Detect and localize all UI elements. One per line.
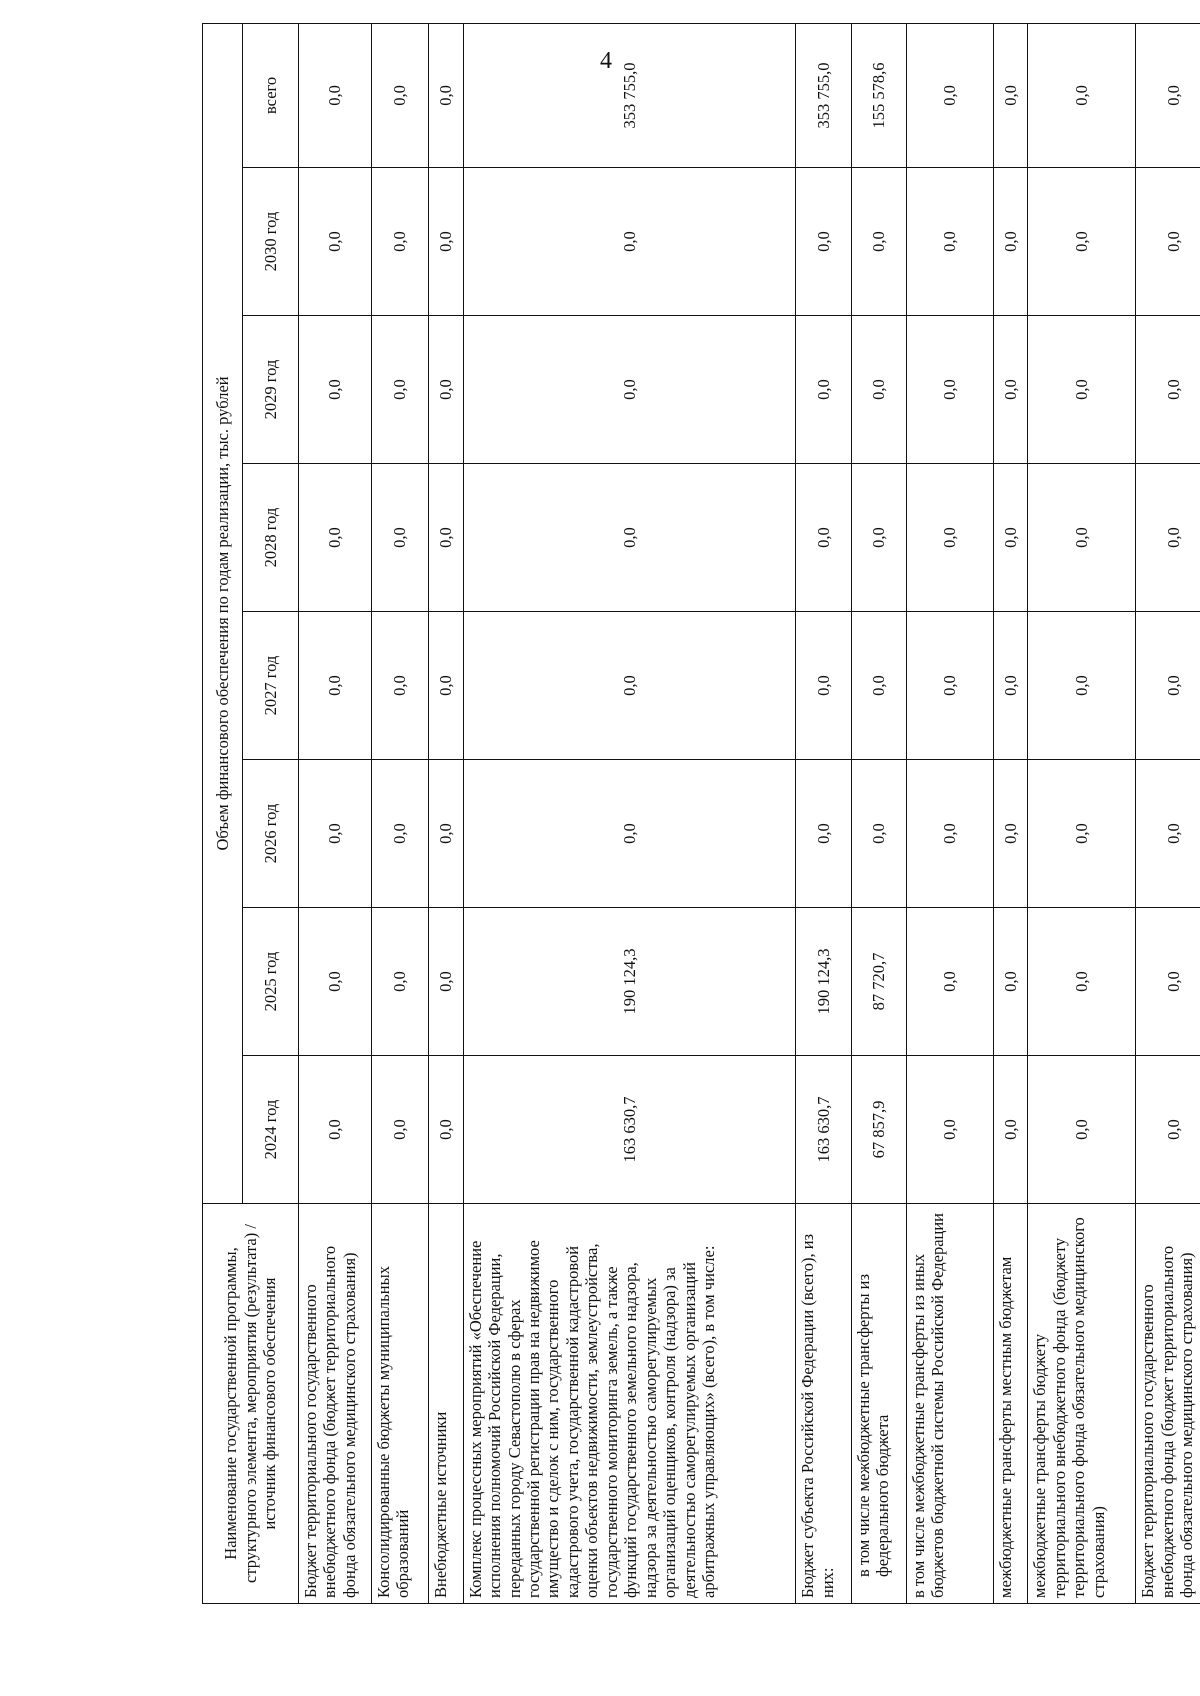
- cell-value: 67 857,9: [851, 1056, 906, 1204]
- cell-value: 0,0: [429, 1056, 463, 1204]
- cell-value: 0,0: [906, 1056, 993, 1204]
- cell-value: 0,0: [1028, 464, 1136, 612]
- cell-value: 0,0: [1028, 612, 1136, 760]
- name-column-header: Наименование государственной программы, структурного элемента, мероприятия (результата) / источник финансового обеспечения: [203, 1204, 299, 1604]
- cell-value: 0,0: [463, 760, 796, 908]
- row-label: Комплекс процессных мероприятий «Обеспечение исполнения полномочий Российской Федерации, переданных городу Севастополю в сферах государственной регистрации прав на недвижимое имущество и сделок с ним, государственного кадастрового учета, государственной кадастровой оценки объектов недвижимости, землеустройства, государственного мониторинга земель, а также функций государственного земельного надзора, надзора за деятельностью саморегулируемых организаций оценщиков, контроля (надзора) за деятельностью саморегулируемых организаций арбитражных управляющих» (всего), в том числе:: [463, 1204, 796, 1604]
- year-header-2029: 2029 год: [243, 316, 299, 464]
- cell-value: 163 630,7: [463, 1056, 796, 1204]
- cell-value: 0,0: [1136, 760, 1200, 908]
- cell-value: 0,0: [1136, 1056, 1200, 1204]
- cell-value: 0,0: [1136, 23, 1200, 167]
- financing-table: [202, 23, 1200, 1604]
- table-row: [429, 23, 463, 1603]
- cell-value: 0,0: [429, 612, 463, 760]
- cell-value: 0,0: [1028, 316, 1136, 464]
- row-label: Консолидированные бюджеты муниципальных образований: [371, 1204, 428, 1604]
- cell-value: 0,0: [906, 760, 993, 908]
- cell-value: 0,0: [1136, 908, 1200, 1056]
- cell-value: 0,0: [1136, 612, 1200, 760]
- cell-value: 0,0: [429, 908, 463, 1056]
- table-row: [851, 23, 906, 1603]
- volume-header: Объем финансового обеспечения по годам реализации, тыс. рублей: [203, 23, 243, 1203]
- cell-value: 0,0: [371, 464, 428, 612]
- row-label: Бюджет территориального государственного внебюджетного фонда (бюджет территориального фонда обязательного медицинского страхования): [299, 1204, 372, 1604]
- cell-value: 163 630,7: [796, 1056, 851, 1204]
- table-row: [1028, 23, 1136, 1603]
- cell-value: 0,0: [796, 316, 851, 464]
- cell-value: 0,0: [906, 464, 993, 612]
- cell-value: 0,0: [851, 464, 906, 612]
- cell-value: 0,0: [429, 316, 463, 464]
- cell-value: 0,0: [906, 316, 993, 464]
- cell-value: 353 755,0: [463, 23, 796, 167]
- cell-value: 190 124,3: [796, 908, 851, 1056]
- cell-value: 0,0: [299, 316, 372, 464]
- cell-value: 0,0: [796, 612, 851, 760]
- cell-value: 0,0: [851, 168, 906, 316]
- cell-value: 87 720,7: [851, 908, 906, 1056]
- table-row: [1136, 23, 1200, 1603]
- cell-value: 0,0: [993, 316, 1027, 464]
- year-header-2028: 2028 год: [243, 464, 299, 612]
- cell-value: 0,0: [851, 316, 906, 464]
- year-header-2026: 2026 год: [243, 760, 299, 908]
- cell-value: 0,0: [371, 23, 428, 167]
- year-header-2024: 2024 год: [243, 1056, 299, 1204]
- row-label: Бюджет территориального государственного внебюджетного фонда (бюджет территориального фонда обязательного медицинского страхования): [1136, 1204, 1200, 1604]
- cell-value: 0,0: [463, 168, 796, 316]
- cell-value: 0,0: [371, 760, 428, 908]
- cell-value: 0,0: [796, 168, 851, 316]
- cell-value: 0,0: [463, 464, 796, 612]
- year-header-2025: 2025 год: [243, 908, 299, 1056]
- cell-value: 0,0: [993, 760, 1027, 908]
- cell-value: 0,0: [993, 908, 1027, 1056]
- cell-value: 0,0: [1136, 168, 1200, 316]
- cell-value: 155 578,6: [851, 23, 906, 167]
- row-label: межбюджетные трансферты местным бюджетам: [993, 1204, 1027, 1604]
- cell-value: 0,0: [796, 464, 851, 612]
- table-row: [796, 23, 851, 1603]
- cell-value: 0,0: [371, 908, 428, 1056]
- cell-value: 0,0: [993, 1056, 1027, 1204]
- year-header-2030: 2030 год: [243, 168, 299, 316]
- table-row: [463, 23, 796, 1603]
- row-label: в том числе межбюджетные трансферты из федерального бюджета: [851, 1204, 906, 1604]
- cell-value: 0,0: [993, 612, 1027, 760]
- cell-value: 0,0: [429, 23, 463, 167]
- cell-value: 190 124,3: [463, 908, 796, 1056]
- table-row: [993, 23, 1027, 1603]
- cell-value: 0,0: [371, 612, 428, 760]
- cell-value: 0,0: [1136, 464, 1200, 612]
- row-label: в том числе межбюджетные трансферты из иных бюджетов бюджетной системы Российской Федерации: [906, 1204, 993, 1604]
- cell-value: 0,0: [993, 168, 1027, 316]
- cell-value: 0,0: [371, 316, 428, 464]
- cell-value: 0,0: [993, 464, 1027, 612]
- cell-value: 0,0: [299, 464, 372, 612]
- cell-value: 0,0: [1028, 168, 1136, 316]
- cell-value: 0,0: [371, 168, 428, 316]
- cell-value: 0,0: [906, 23, 993, 167]
- cell-value: 0,0: [1028, 23, 1136, 167]
- row-label: Внебюджетные источники: [429, 1204, 463, 1604]
- table-row: [299, 23, 372, 1603]
- cell-value: 0,0: [463, 316, 796, 464]
- row-label: межбюджетные трансферты бюджету территориального внебюджетного фонда (бюджету территориального фонда обязательного медицинского страхования): [1028, 1204, 1136, 1604]
- cell-value: 0,0: [851, 760, 906, 908]
- cell-value: 0,0: [906, 612, 993, 760]
- page-number: 4: [600, 48, 612, 74]
- cell-value: 0,0: [906, 908, 993, 1056]
- cell-value: 0,0: [429, 760, 463, 908]
- cell-value: 0,0: [463, 612, 796, 760]
- cell-value: 0,0: [1028, 760, 1136, 908]
- cell-value: 0,0: [851, 612, 906, 760]
- rotated-table-container: [202, 62, 1200, 1604]
- cell-value: 0,0: [429, 168, 463, 316]
- cell-value: 0,0: [429, 464, 463, 612]
- table-row: [906, 23, 993, 1603]
- cell-value: 0,0: [1028, 1056, 1136, 1204]
- cell-value: 0,0: [1028, 908, 1136, 1056]
- cell-value: 0,0: [993, 23, 1027, 167]
- cell-value: 0,0: [796, 760, 851, 908]
- cell-value: 0,0: [299, 760, 372, 908]
- total-header: всего: [243, 23, 299, 167]
- cell-value: 0,0: [906, 168, 993, 316]
- cell-value: 353 755,0: [796, 23, 851, 167]
- table-area: [202, 62, 1200, 1604]
- cell-value: 0,0: [299, 1056, 372, 1204]
- cell-value: 0,0: [299, 612, 372, 760]
- table-row: [371, 23, 428, 1603]
- cell-value: 0,0: [299, 23, 372, 167]
- row-label: Бюджет субъекта Российской Федерации (всего), из них:: [796, 1204, 851, 1604]
- cell-value: 0,0: [299, 908, 372, 1056]
- cell-value: 0,0: [371, 1056, 428, 1204]
- cell-value: 0,0: [1136, 316, 1200, 464]
- year-header-2027: 2027 год: [243, 612, 299, 760]
- cell-value: 0,0: [299, 168, 372, 316]
